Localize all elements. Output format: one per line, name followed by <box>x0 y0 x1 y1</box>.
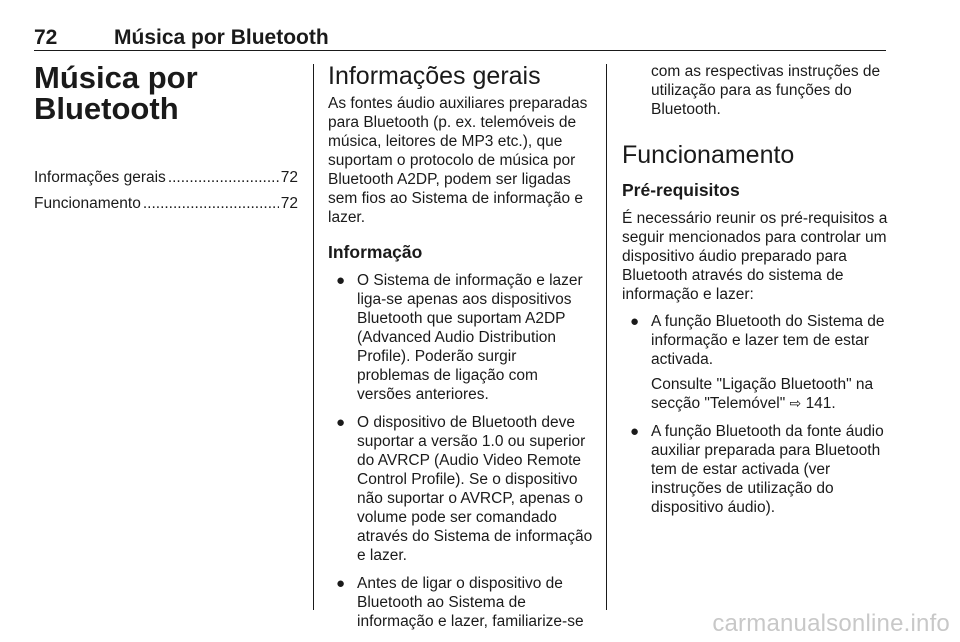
section-heading-funcionamento: Funcionamento <box>622 141 795 169</box>
reference-arrow-icon: ⇨ <box>789 395 802 411</box>
subheading-informacao: Informação <box>328 242 423 262</box>
bullet-icon: ● <box>336 575 346 592</box>
toc-item-label: Informações gerais <box>34 169 166 186</box>
column-divider-1 <box>313 64 314 610</box>
bullet-icon: ● <box>336 414 346 431</box>
list-item <box>328 574 593 631</box>
list-item <box>328 413 593 565</box>
requirements-bullet-list <box>622 312 888 517</box>
bullet-icon: ● <box>630 313 640 330</box>
list-item-text: A função Bluetooth da fonte áudio auxiliar preparada para Bluetooth tem de estar activada (ver instruções de utilização do dispositivo áudio). <box>651 423 884 516</box>
toc-leader-dots <box>168 168 279 187</box>
list-item-text: A função Bluetooth do Sistema de informação e lazer tem de estar activada. <box>651 313 885 368</box>
cross-reference-page: 141. <box>805 395 836 412</box>
header-rule <box>34 50 886 51</box>
subheading-pre-requisitos: Pré-requisitos <box>622 180 740 200</box>
list-item-text: O dispositivo de Bluetooth deve suportar a versão 1.0 ou superior do AVRCP (Audio Video Remote Control Profile). Se o dispositivo não suportar o AVRCP, apenas o volume pode ser comandado através do Sistema de informação e lazer. <box>357 414 593 564</box>
list-item <box>622 422 888 517</box>
chapter-title <box>34 62 298 124</box>
info-bullet-list <box>328 271 593 631</box>
cross-reference[interactable] <box>651 375 888 413</box>
list-item-text: O Sistema de informação e lazer liga-se apenas aos dispositivos Bluetooth que suportam A2DP (Advanced Audio Distribution Profile). Poderão surgir problemas de ligação com versões anteriores. <box>357 272 583 403</box>
intro-paragraph: As fontes áudio auxiliares preparadas para Bluetooth (p. ex. telemóveis de música, leitores de MP3 etc.), que suportam o protocolo de música por Bluetooth A2DP, podem ser ligadas sem fios ao Sistema de informação e lazer. <box>328 95 588 226</box>
toc-item-page: 72 <box>280 169 298 186</box>
toc-item-page: 72 <box>280 195 298 212</box>
column-1 <box>34 62 298 220</box>
page-number: 72 <box>34 26 58 49</box>
list-item-text: Antes de ligar o dispositivo de Bluetooth ao Sistema de informação e lazer, familiarize-se <box>357 575 584 630</box>
bullet-icon: ● <box>336 272 346 289</box>
table-of-contents <box>34 168 298 213</box>
toc-item-informacoes-gerais[interactable] <box>34 168 298 187</box>
toc-leader-dots <box>143 194 279 213</box>
page-header <box>34 26 886 52</box>
requirements-paragraph: É necessário reunir os pré-requisitos a seguir mencionados para controlar um dispositivo áudio preparado para Bluetooth através do sistema de informação e lazer: <box>622 210 888 303</box>
chapter-title-line-1: Música por <box>34 60 198 95</box>
continued-list-text: com as respectivas instruções de utilização para as funções do Bluetooth. <box>651 63 881 118</box>
toc-item-funcionamento[interactable] <box>34 194 298 213</box>
column-2 <box>328 62 593 640</box>
watermark: carmanualsonline.info <box>712 610 950 637</box>
section-heading-informacoes-gerais: Informações gerais <box>328 62 541 90</box>
cross-reference-text: Consulte "Ligação Bluetooth" na secção "Telemóvel" <box>651 376 874 412</box>
list-item <box>328 271 593 404</box>
running-title: Música por Bluetooth <box>114 26 329 49</box>
chapter-title-line-2: Bluetooth <box>34 91 179 126</box>
bullet-icon: ● <box>630 423 640 440</box>
column-divider-2 <box>606 64 607 610</box>
toc-item-label: Funcionamento <box>34 195 141 212</box>
list-item <box>622 312 888 413</box>
column-3 <box>622 62 888 526</box>
